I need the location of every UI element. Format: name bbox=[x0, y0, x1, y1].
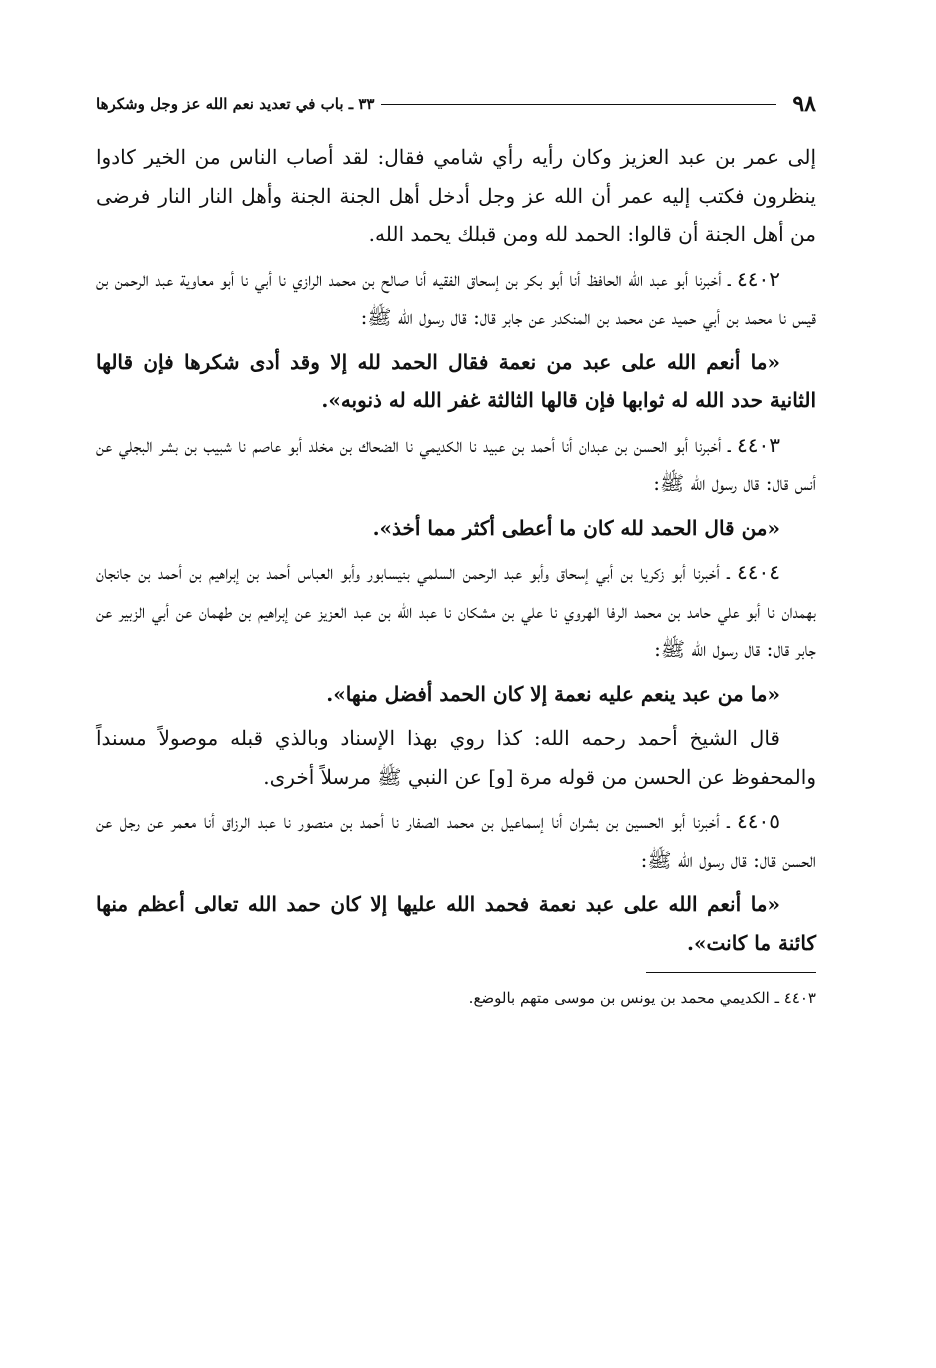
hadith-isnad-4405: ٤٤٠٥ ـ أخبرنا أبو الحسين بن بشران أنا إسماعيل بن محمد الصفار نا أحمد بن منصور نا عبد الرزاق أنا معمر عن رجل عن الحسن قال: قال رسول الله ﷺ: bbox=[96, 809, 816, 872]
sheikh-comment: قال الشيخ أحمد رحمه الله: كذا روي بهذا الإسناد وبالذي قبله موصولاً مسنداً والمحفوظ عن الحسن من قوله مرة [و] عن النبي ﷺ مرسلاً أخرى. bbox=[96, 726, 816, 789]
header-rule bbox=[381, 104, 777, 105]
paragraph-continuation: إلى عمر بن عبد العزيز وكان رأيه رأي شامي فقال: لقد أصاب الناس من الخير كادوا ينظرون فكتب إليه عمر أن الله عز وجل أدخل أهل الجنة الجنة وأهل النار النار فرضى من أهل الجنة أن قالوا: الحمد لله ومن قبلك يحمد الله. bbox=[96, 145, 816, 246]
footnote: ٤٤٠٣ ـ الكديمي محمد بن يونس بن موسى متهم بالوضع. bbox=[468, 989, 816, 1007]
hadith-isnad-4404: ٤٤٠٤ ـ أخبرنا أبو زكريا بن أبي إسحاق وأبو عبد الرحمن السلمي بنيسابور وأبو العباس أحمد بن إبراهيم بن أحمد بن جانجان بهمدان نا أبو علي حامد بن محمد الرفا الهروي نا علي بن مشكان نا عبد الله بن عبد العزيز عن إبراهيم بن طهمان عن أبي الزبير عن جابر قال: قال رسول الله ﷺ: bbox=[96, 560, 816, 661]
hadith-isnad-4402: ٤٤٠٢ ـ أخبرنا أبو عبد الله الحافظ أنا أبو بكر بن إسحاق الفقيه أنا صالح بن محمد الرازي نا أبي نا أبو معاوية عبد الرحمن بن قيس نا محمد بن أبي حميد عن محمد بن المنكدر عن جابر قال: قال رسول الله ﷺ: bbox=[96, 266, 816, 329]
footnote-rule bbox=[646, 972, 816, 973]
hadith-isnad-4403: ٤٤٠٣ ـ أخبرنا أبو الحسن بن عبدان أنا أحمد بن عبيد نا الكديمي نا الضحاك بن مخلد أبو عاصم نا شبيب بن بشر البجلي عن أنس قال: قال رسول الله ﷺ: bbox=[96, 432, 816, 495]
hadith-matn-4405: «ما أنعم الله على عبد نعمة فحمد الله عليها إلا كان حمد الله تعالى أعظم منها كائنة ما كانت». bbox=[96, 892, 816, 955]
book-page bbox=[96, 86, 816, 1011]
page-body bbox=[96, 138, 816, 962]
page-number: ٩٨ bbox=[792, 91, 816, 117]
hadith-matn-4402: «ما أنعم الله على عبد من نعمة فقال الحمد لله إلا وقد أدى شكرها فإن قالها الثانية حدد الله له ثوابها فإن قالها الثالثة غفر الله له ذنوبه». bbox=[96, 349, 816, 412]
page-header bbox=[96, 86, 816, 122]
hadith-matn-4403: «من قال الحمد لله كان ما أعطى أكثر مما أخذ». bbox=[372, 515, 780, 540]
hadith-matn-4404: «ما من عبد ينعم عليه نعمة إلا كان الحمد أفضل منها». bbox=[326, 681, 780, 706]
running-title: ٣٣ ـ باب في تعديد نعم الله عز وجل وشكرها bbox=[96, 95, 375, 113]
